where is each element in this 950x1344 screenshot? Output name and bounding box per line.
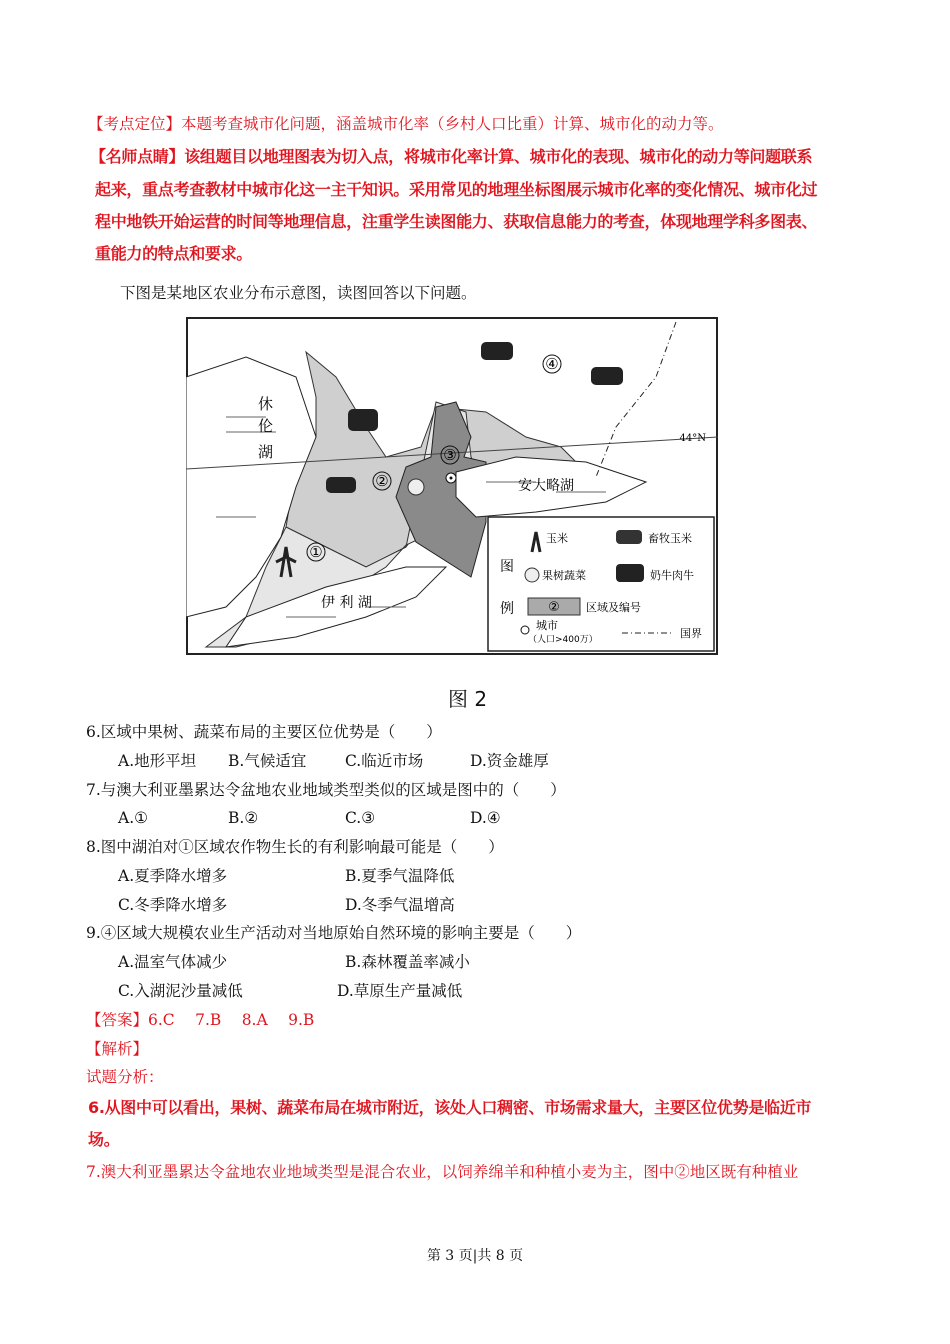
exam-point-note: 【考点定位】本题考查城市化问题，涵盖城市化率（乡村人口比重）计算、城市化的动力等。: [88, 115, 724, 133]
option: D.冬季气温增高: [345, 896, 455, 914]
region-label-2: ②: [375, 472, 389, 490]
option: C.冬季降水增多: [118, 896, 228, 914]
legend-city: 城市: [536, 619, 558, 632]
explanation-line: 6.从图中可以看出，果树、蔬菜布局在城市附近，该处人口稠密、市场需求量大，主要区位优势是临近市: [88, 1098, 812, 1117]
teacher-comment-line: 起来，重点考查教材中城市化这一主干知识。采用常见的地理坐标图展示城市化率的变化情况、城市化过: [95, 180, 818, 199]
option: C.临近市场: [345, 752, 424, 770]
option: B.森林覆盖率减小: [345, 953, 470, 971]
page-footer: 第 3 页|共 8 页: [426, 1248, 524, 1264]
option: D.草原生产量减低: [337, 982, 463, 1000]
legend-fruit-veg: 果树蔬菜: [542, 569, 586, 582]
legend-corn: 玉米: [546, 532, 568, 545]
legend-livestock-corn: 畜牧玉米: [648, 532, 692, 545]
option: B.夏季气温降低: [345, 867, 455, 885]
fruit-veg-icon: [525, 568, 539, 582]
region-label-4: ④: [545, 355, 559, 373]
lake-huron-char: 伦: [258, 417, 274, 435]
answer-line: [86, 1010, 314, 1030]
option: A.夏季降水增多: [118, 867, 228, 885]
explanation-line: 7.澳大利亚墨累达令盆地农业地域类型是混合农业，以饲养绵羊和种植小麦为主，图中②地区既有种植业: [86, 1163, 799, 1181]
fruit-veg-icon: [408, 479, 424, 495]
lake-ontario-label: 安大略湖: [518, 478, 574, 494]
intro-text: 下图是某地区农业分布示意图，读图回答以下问题。: [120, 284, 477, 302]
option: B.气候适宜: [228, 752, 307, 770]
answer-label: 【答案】: [86, 1011, 149, 1029]
option: C.入湖泥沙量减低: [118, 982, 243, 1000]
legend-border: 国界: [680, 627, 702, 640]
question-7: 7.与澳大利亚墨累达令盆地农业地域类型类似的区域是图中的（ ）: [86, 781, 566, 799]
legend-title: 例: [500, 601, 514, 617]
lake-huron-char: 湖: [258, 443, 274, 461]
option: D.④: [470, 809, 501, 827]
dairy-beef-icon: [616, 564, 644, 582]
analysis-sub: 试题分析：: [86, 1068, 164, 1086]
teacher-comment-line: 【名师点睛】该组题目以地理图表为切入点，将城市化率计算、城市化的表现、城市化的动力等问题联系: [90, 147, 813, 166]
teacher-comment-line: 重能力的特点和要求。: [95, 244, 253, 263]
option: B.②: [228, 809, 259, 827]
explanation-line: 场。: [88, 1130, 120, 1149]
option: A.温室气体减少: [118, 953, 228, 971]
figure-caption: 图 2: [448, 687, 488, 711]
region-label-3: ③: [443, 446, 457, 464]
option: D.资金雄厚: [470, 752, 549, 770]
legend-dairy-beef: 奶牛肉牛: [650, 569, 694, 582]
teacher-comment-line: 程中地铁开始运营的时间等地理信息，注重学生读图能力、获取信息能力的考查，体现地理学科多图表、: [95, 212, 818, 231]
option: A.地形平坦: [118, 752, 197, 770]
legend-city-sub: （人口>400万）: [528, 635, 598, 645]
agriculture-map: [186, 317, 718, 657]
lake-huron-char: 休: [258, 395, 274, 413]
livestock-corn-icon: [616, 530, 642, 544]
latitude-label: 44°N: [679, 433, 706, 444]
option: C.③: [345, 809, 376, 827]
question-9: 9.④区域大规模农业生产活动对当地原始自然环境的影响主要是（ ）: [86, 924, 582, 942]
region-swatch-label: ②: [548, 600, 560, 615]
legend-region: 区域及编号: [586, 601, 641, 614]
answer-values: 6.C 7.B 8.A 9.B: [148, 1011, 315, 1029]
question-8: 8.图中湖泊对①区域农作物生长的有利影响最可能是（ ）: [86, 838, 504, 856]
analysis-label: 【解析】: [86, 1040, 149, 1058]
question-6: 6.区域中果树、蔬菜布局的主要区位优势是（ ）: [86, 723, 442, 741]
region-label-1: ①: [309, 543, 323, 561]
legend-title: 图: [500, 559, 514, 575]
lake-erie-label: 伊 利 湖: [321, 595, 372, 611]
option: A.①: [118, 809, 149, 827]
